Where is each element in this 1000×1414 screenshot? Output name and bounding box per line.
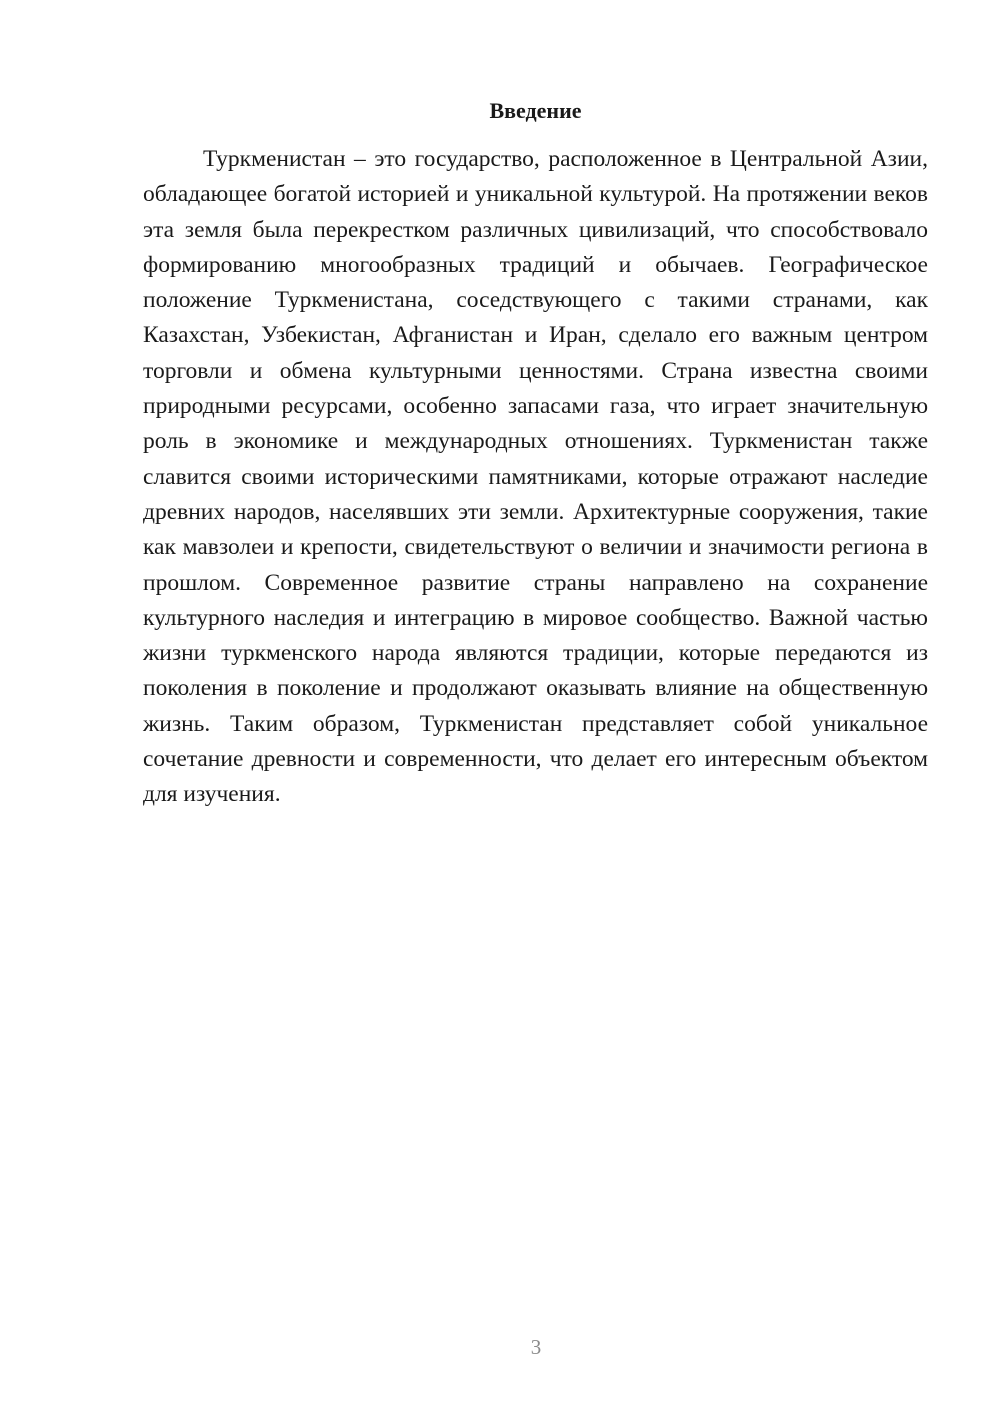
body-paragraph: Туркменистан – это государство, расположенное в Центральной Азии, обладающее богатой историей и уникальной культурой. На протяжении веков эта земля была перекрестком различных цивилизаций, что способствовало формированию многообразных традиций и обычаев. Географическое положение Туркменистана, соседствующего с такими странами, как Казахстан, Узбекистан, Афганистан и Иран, сделало его важным центром торговли и обмена культурными ценностями. Страна известна своими природными ресурсами, особенно запасами газа, что играет значительную роль в экономике и международных отношениях. Туркменистан также славится своими историческими памятниками, которые отражают наследие древних народов, населявших эти земли. Архитектурные сооружения, такие как мавзолеи и крепости, свидетельствуют о величии и значимости региона в прошлом. Современное развитие страны направлено на сохранение культурного наследия и интеграцию в мировое сообщество. Важной частью жизни туркменского народа являются традиции, которые передаются из поколения в поколение и продолжают оказывать влияние на общественную жизнь. Таким образом, Туркменистан представляет собой уникальное сочетание древности и современности, что делает его интересным объектом для изучения.: [143, 146, 928, 808]
section-heading: Введение: [489, 98, 582, 123]
page-number: 3: [530, 1335, 542, 1359]
